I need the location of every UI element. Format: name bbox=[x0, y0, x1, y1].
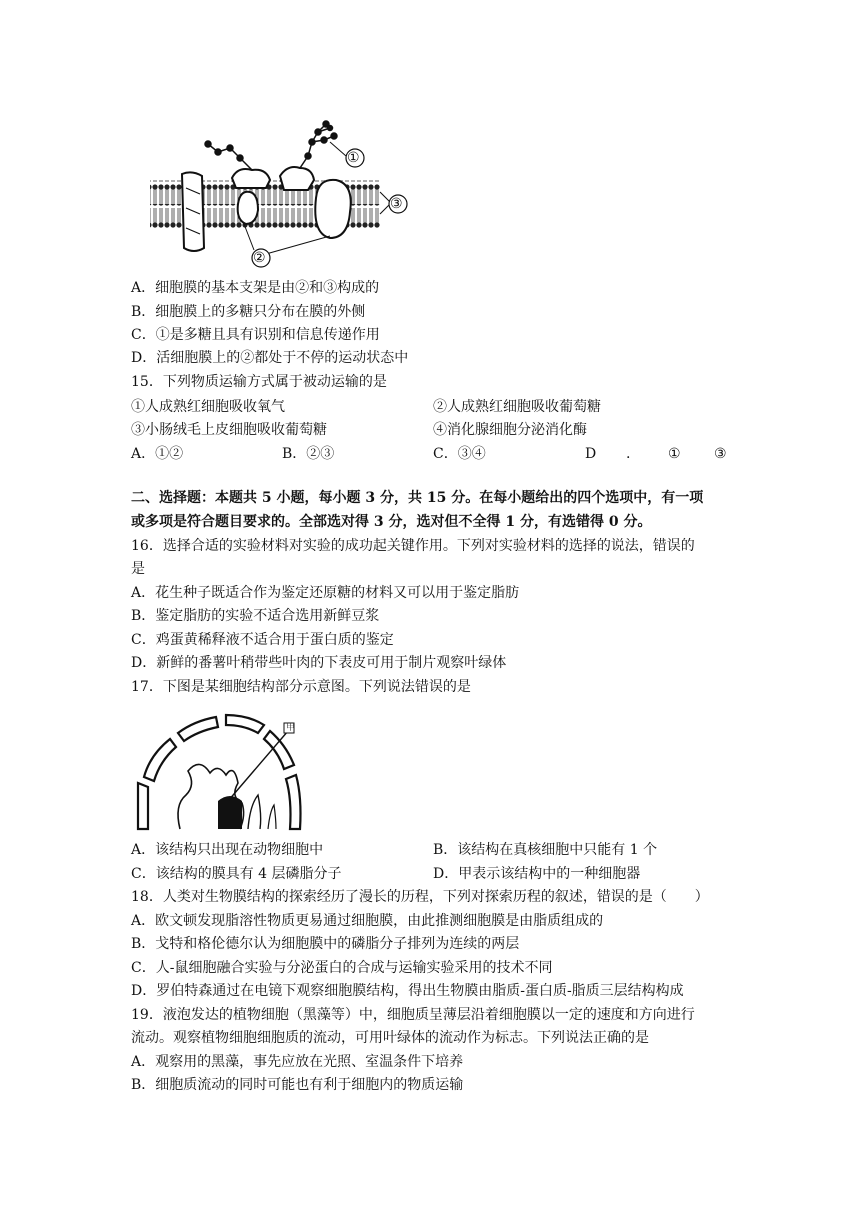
q18-stem: 18．人类对生物膜结构的探索经历了漫长的历程，下列对探索历程的叙述，错误的是（ ） bbox=[131, 889, 709, 905]
pointer-line-jia bbox=[228, 731, 288, 801]
protein-large bbox=[315, 180, 350, 238]
q15-option-a: A．①② bbox=[131, 446, 184, 462]
q19-option-a: A．观察用的黑藻，事先应放在光照、室温条件下培养 bbox=[131, 1054, 464, 1070]
q15-option-b: B．②③ bbox=[282, 446, 335, 462]
protein-peripheral-2 bbox=[280, 167, 314, 190]
q19-stem-line2: 流动。观察植物细胞细胞质的流动，可用叶绿体的流动作为标志。下列说法正确的是 bbox=[131, 1030, 649, 1046]
q14-option-b: B．细胞膜上的多糖只分布在膜的外侧 bbox=[131, 304, 366, 320]
section2-heading-line1: 二、选择题：本题共 5 小题，每小题 3 分，共 15 分。在每小题给出的四个选项中，有一项 bbox=[131, 490, 704, 506]
q18-option-b: B．戈特和格伦德尔认为细胞膜中的磷脂分子排列为连续的两层 bbox=[131, 936, 520, 952]
q18-option-d: D．罗伯特森通过在电镜下观察细胞膜结构，得出生物膜由脂质-蛋白质-脂质三层结构构成 bbox=[131, 983, 684, 999]
fig1-label-1: ① bbox=[347, 150, 360, 166]
q15-option-d-a: ① bbox=[668, 446, 681, 462]
fig1-label-3: ③ bbox=[390, 196, 403, 212]
q16-option-b: B．鉴定脂肪的实验不适合选用新鲜豆浆 bbox=[131, 608, 380, 624]
q17-figure-label: 甲 bbox=[286, 723, 296, 733]
q14-option-a: A．细胞膜的基本支架是由②和③构成的 bbox=[131, 280, 380, 296]
q18-option-a: A．欧文顿发现脂溶性物质更易通过细胞膜，由此推测细胞膜是由脂质组成的 bbox=[131, 913, 604, 929]
protein-transmembrane bbox=[182, 172, 204, 251]
q15-option-c: C．③④ bbox=[433, 446, 486, 462]
q16-option-d: D．新鲜的番薯叶稍带些叶肉的下表皮可用于制片观察叶绿体 bbox=[131, 655, 507, 671]
q15-item-1: ①人成熟红细胞吸收氧气 bbox=[131, 399, 285, 415]
fig1-label-2: ② bbox=[253, 250, 266, 266]
q18-option-c: C．人-鼠细胞融合实验与分泌蛋白的合成与运输实验采用的技术不同 bbox=[131, 960, 553, 976]
section2-heading-line2: 或多项是符合题目要求的。全部选对得 3 分，选对但不全得 1 分，有选错得 0 分。 bbox=[131, 514, 652, 530]
q15-item-2: ②人成熟红细胞吸收葡萄糖 bbox=[433, 399, 601, 415]
q17-option-b: B．该结构在真核细胞中只能有 1 个 bbox=[433, 842, 658, 858]
q15-item-3: ③小肠绒毛上皮细胞吸收葡萄糖 bbox=[131, 422, 327, 438]
membrane-figure bbox=[140, 118, 420, 268]
protein-peripheral bbox=[232, 169, 270, 188]
q17-option-d: D．甲表示该结构中的一种细胞器 bbox=[433, 866, 641, 882]
nucleolus bbox=[218, 796, 242, 829]
q16-option-a: A．花生种子既适合作为鉴定还原糖的材料又可以用于鉴定脂肪 bbox=[131, 585, 520, 601]
q17-option-c: C．该结构的膜具有 4 层磷脂分子 bbox=[131, 866, 342, 882]
protein-embedded bbox=[238, 192, 258, 224]
q15-option-d-b: ③ bbox=[714, 446, 727, 462]
q16-stem-line1: 16．选择合适的实验材料对实验的成功起关键作用。下列对实验材料的选择的说法，错误的 bbox=[131, 538, 695, 554]
nucleus-figure bbox=[130, 705, 310, 835]
q16-option-c: C．鸡蛋黄稀释液不适合用于蛋白质的鉴定 bbox=[131, 632, 394, 648]
glycoprotein-chains bbox=[205, 121, 337, 170]
q15-option-d-letter: D bbox=[585, 446, 597, 462]
q14-option-d: D．活细胞膜上的②都处于不停的运动状态中 bbox=[131, 350, 409, 366]
q16-stem-line2: 是 bbox=[131, 561, 145, 577]
q15-item-4: ④消化腺细胞分泌消化酶 bbox=[433, 422, 587, 438]
q19-option-b: B．细胞质流动的同时可能也有利于细胞内的物质运输 bbox=[131, 1077, 464, 1093]
q17-stem: 17．下图是某细胞结构部分示意图。下列说法错误的是 bbox=[131, 679, 471, 695]
q15-option-d-dot: . bbox=[626, 446, 631, 462]
q19-stem-line1: 19．液泡发达的植物细胞（黑藻等）中，细胞质呈薄层沿着细胞膜以一定的速度和方向进行 bbox=[131, 1007, 695, 1023]
q17-option-a: A．该结构只出现在动物细胞中 bbox=[131, 842, 324, 858]
q15-stem: 15．下列物质运输方式属于被动运输的是 bbox=[131, 374, 387, 390]
q14-option-c: C．①是多糖且具有识别和信息传递作用 bbox=[131, 327, 380, 343]
